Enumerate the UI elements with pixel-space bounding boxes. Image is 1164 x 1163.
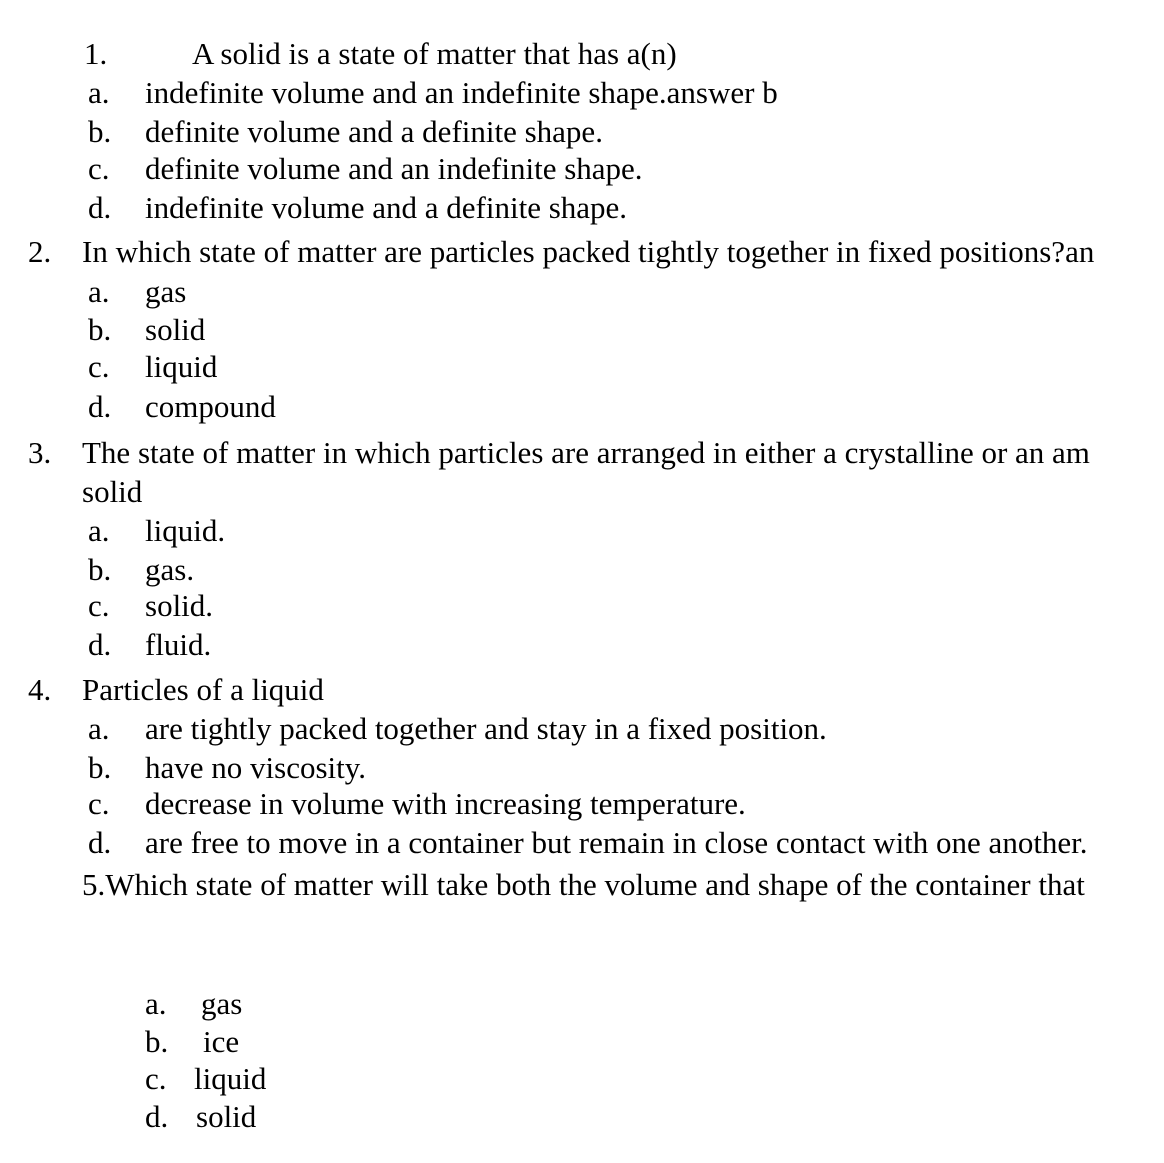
option-letter: a.	[88, 75, 110, 110]
option-letter: b.	[88, 312, 112, 347]
option-letter: d.	[88, 825, 112, 860]
option-text: indefinite volume and an indefinite shape.answer b	[145, 75, 778, 110]
option-text: definite volume and a definite shape.	[145, 114, 603, 149]
question-text: In which state of matter are particles packed tightly together in fixed positions?an	[82, 234, 1095, 269]
option-letter: d.	[88, 190, 112, 225]
question-number: 1.	[84, 36, 108, 71]
option-letter: d.	[88, 627, 112, 662]
option-letter: a.	[88, 711, 110, 746]
question-text: A solid is a state of matter that has a(n)	[192, 36, 677, 71]
option-text: gas.	[145, 552, 195, 587]
option-letter: b.	[145, 1024, 169, 1059]
option-text: ice	[203, 1024, 240, 1059]
option-text: liquid	[194, 1061, 267, 1096]
option-text: liquid.	[145, 513, 226, 548]
option-text: definite volume and an indefinite shape.	[145, 151, 643, 186]
option-letter: c.	[88, 786, 110, 821]
option-text: solid	[196, 1099, 257, 1134]
option-letter: c.	[88, 349, 110, 384]
option-text: solid	[145, 312, 206, 347]
option-text: are free to move in a container but remain in close contact with one another.	[145, 825, 1088, 860]
option-text: compound	[145, 389, 276, 424]
option-letter: d.	[88, 389, 112, 424]
option-letter: a.	[88, 513, 110, 548]
option-text: are tightly packed together and stay in a fixed position.	[145, 711, 827, 746]
question-text-line2: solid	[82, 474, 143, 509]
option-letter: a.	[145, 986, 167, 1021]
question-text: Particles of a liquid	[82, 672, 324, 707]
option-letter: c.	[88, 588, 110, 623]
option-text: solid.	[145, 588, 214, 623]
question-number: 4.	[28, 672, 52, 707]
question-text: 5.Which state of matter will take both the volume and shape of the container that	[82, 867, 1085, 902]
option-text: gas	[145, 274, 187, 309]
option-text: decrease in volume with increasing temperature.	[145, 786, 746, 821]
option-text: indefinite volume and a definite shape.	[145, 190, 628, 225]
option-text: have no viscosity.	[145, 750, 366, 785]
option-letter: d.	[145, 1099, 169, 1134]
option-letter: b.	[88, 750, 112, 785]
option-text: liquid	[145, 349, 218, 384]
option-letter: a.	[88, 274, 110, 309]
question-text: The state of matter in which particles are arranged in either a crystalline or an am	[82, 435, 1090, 470]
option-text: fluid.	[145, 627, 212, 662]
option-letter: b.	[88, 552, 112, 587]
option-letter: c.	[145, 1061, 167, 1096]
question-number: 3.	[28, 435, 52, 470]
option-letter: b.	[88, 114, 112, 149]
option-text: gas	[201, 986, 243, 1021]
option-letter: c.	[88, 151, 110, 186]
question-number: 2.	[28, 234, 52, 269]
